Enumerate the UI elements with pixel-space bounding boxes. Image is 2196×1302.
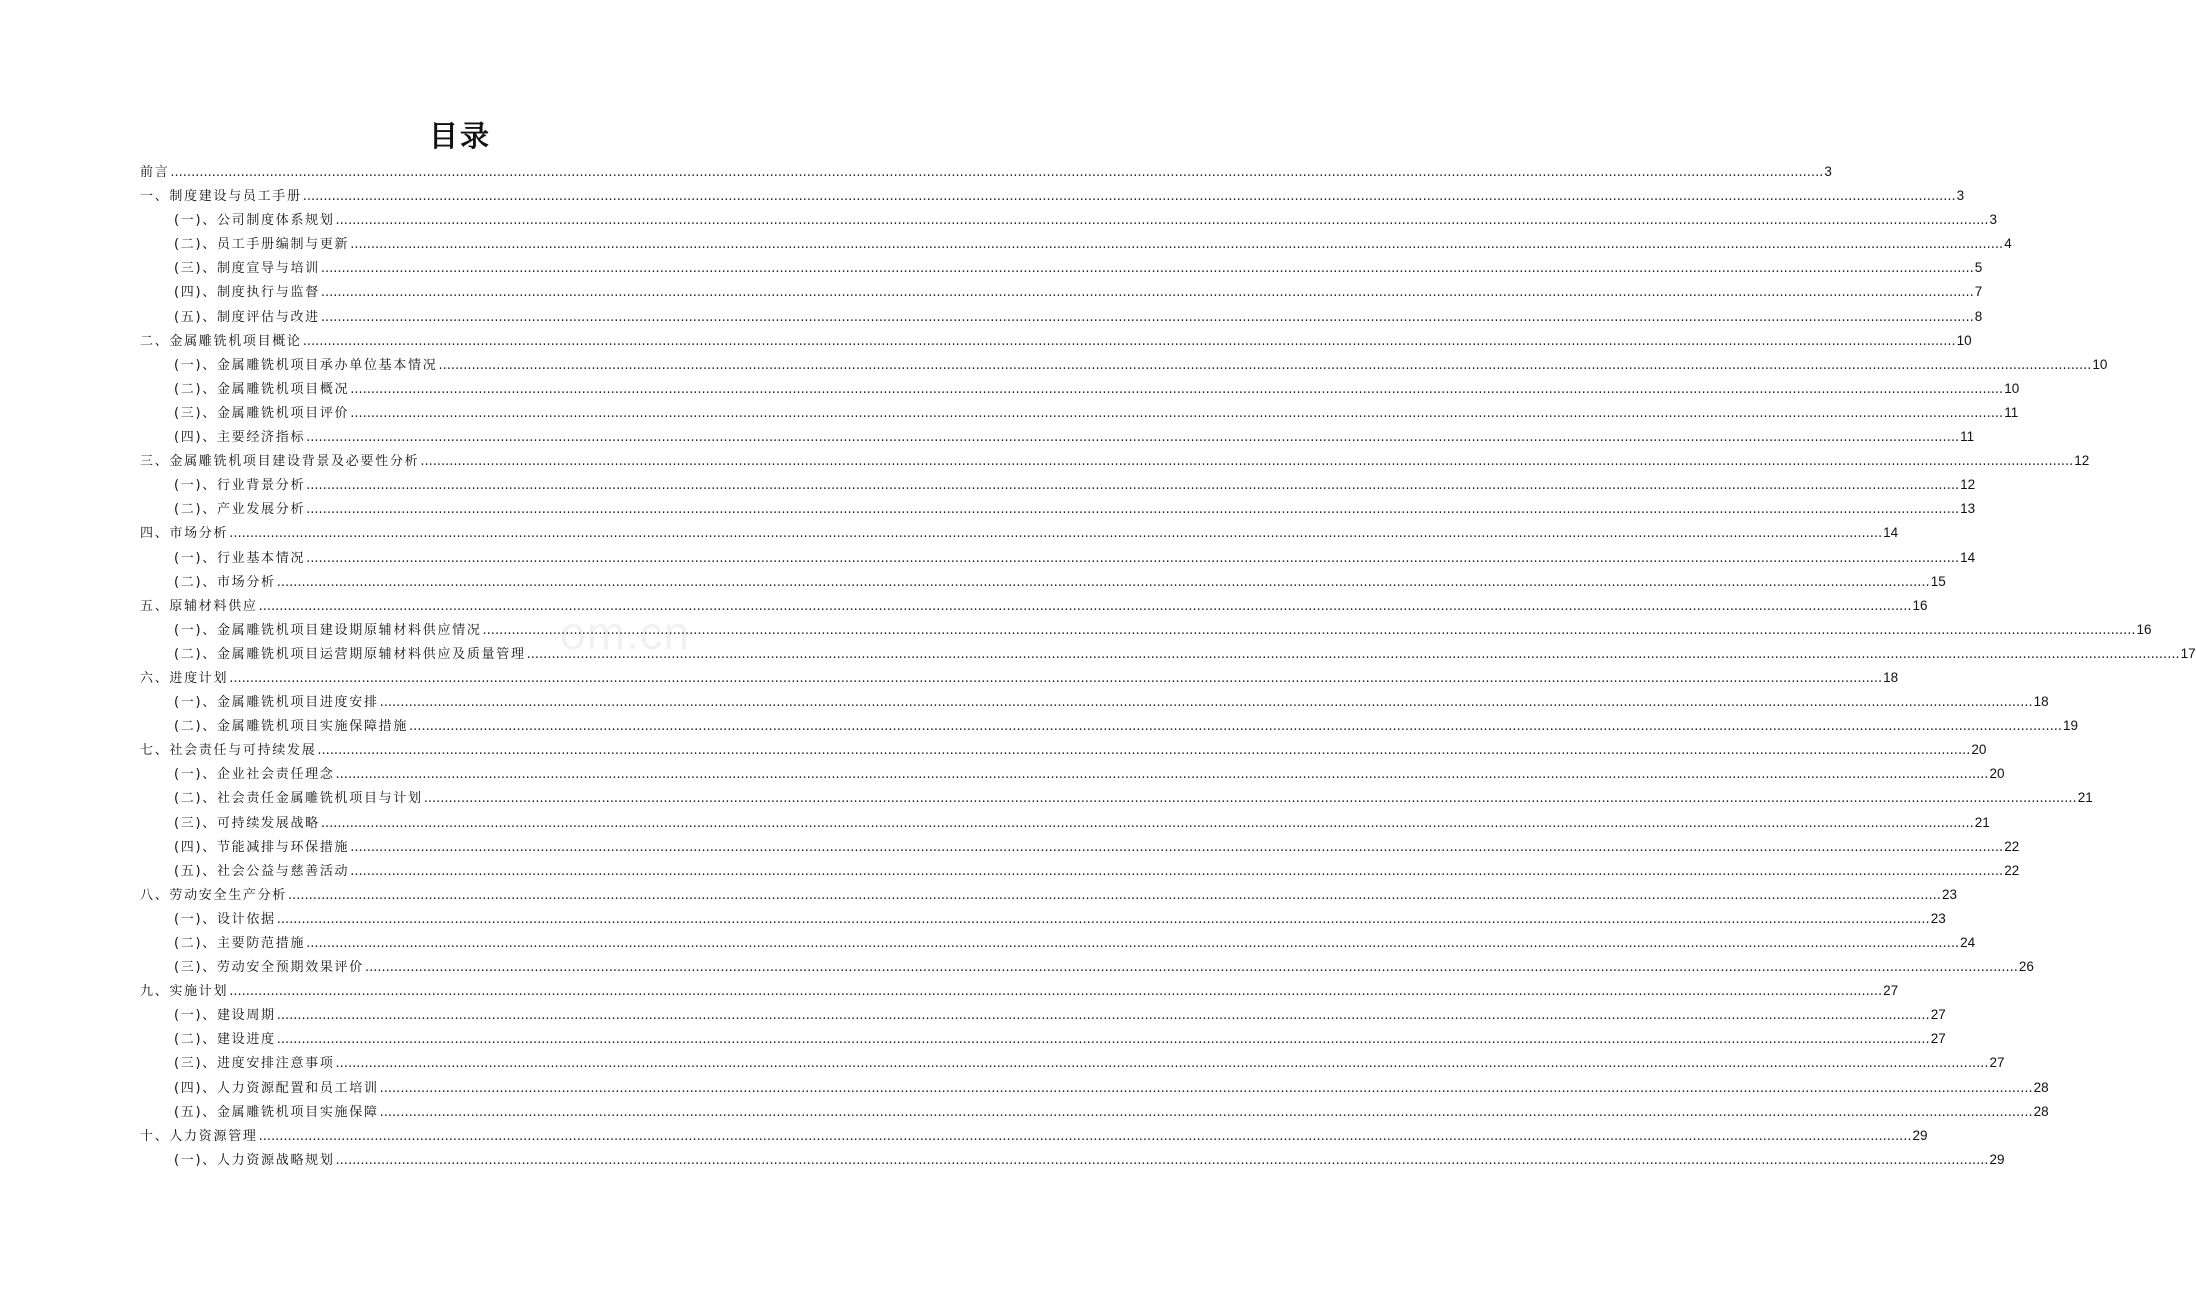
toc-dot-leader: ................................................................................................................................................................................................................................................................................................................................................................................................................: [306, 550, 1960, 566]
toc-entry-label: 六、进度计划: [140, 670, 229, 686]
toc-entry-label: 二、金属雕铣机项目概论: [140, 333, 302, 349]
toc-entry[interactable]: [140, 256, 1983, 280]
toc-entry-label: 三、金属雕铣机项目建设背景及必要性分析: [140, 454, 420, 470]
toc-entry-page-number: 27: [1989, 1055, 2005, 1071]
toc-entry-page-number: 26: [2018, 959, 2034, 975]
toc-entry-label: (一)、设计依据: [174, 911, 276, 927]
toc-dot-leader: ................................................................................................................................................................................................................................................................................................................................................................................................................: [276, 574, 1930, 590]
toc-dot-leader: ................................................................................................................................................................................................................................................................................................................................................................................................................: [320, 261, 1974, 277]
toc-entry[interactable]: [140, 546, 1976, 570]
toc-dot-leader: ................................................................................................................................................................................................................................................................................................................................................................................................................: [306, 502, 1960, 518]
toc-entry[interactable]: [140, 786, 2093, 810]
toc-dot-leader: ................................................................................................................................................................................................................................................................................................................................................................................................................: [335, 1056, 1989, 1072]
toc-entry-page-number: 29: [1912, 1127, 1928, 1143]
toc-entry-page-number: 21: [2077, 790, 2093, 806]
toc-dot-leader: ................................................................................................................................................................................................................................................................................................................................................................................................................: [350, 381, 2004, 397]
toc-entry-label: (五)、金属雕铣机项目实施保障: [174, 1104, 379, 1120]
toc-entry[interactable]: [140, 762, 2005, 786]
toc-dot-leader: ................................................................................................................................................................................................................................................................................................................................................................................................................: [320, 285, 1974, 301]
toc-entry-page-number: 4: [2004, 236, 2012, 252]
toc-entry-page-number: 16: [1912, 597, 1928, 613]
toc-entry-page-number: 22: [2004, 838, 2020, 854]
toc-entry-label: (二)、金属雕铣机项目实施保障措施: [174, 719, 409, 735]
toc-entry[interactable]: [140, 594, 1928, 618]
toc-entry-page-number: 10: [2092, 356, 2108, 372]
toc-entry-label: (一)、人力资源战略规划: [174, 1152, 335, 1168]
toc-entry[interactable]: [140, 497, 1976, 521]
toc-dot-leader: ................................................................................................................................................................................................................................................................................................................................................................................................................: [350, 237, 2004, 253]
toc-entry[interactable]: [140, 690, 2049, 714]
toc-entry-page-number: 24: [1960, 935, 1976, 950]
toc-entry[interactable]: [140, 353, 2108, 377]
toc-entry-page-number: 20: [1971, 742, 1987, 758]
toc-dot-leader: ................................................................................................................................................................................................................................................................................................................................................................................................................: [350, 839, 2004, 855]
toc-entry-page-number: 18: [2033, 694, 2049, 710]
toc-entry-page-number: 14: [1883, 525, 1899, 541]
toc-dot-leader: ................................................................................................................................................................................................................................................................................................................................................................................................................: [335, 767, 1989, 783]
toc-entry-label: (四)、制度执行与监督: [174, 285, 320, 301]
toc-entry-label: (三)、金属雕铣机项目评价: [174, 405, 350, 421]
toc-dot-leader: ................................................................................................................................................................................................................................................................................................................................................................................................................: [335, 213, 1989, 229]
toc-entry-label: (一)、公司制度体系规划: [174, 213, 335, 229]
toc-dot-leader: ................................................................................................................................................................................................................................................................................................................................................................................................................: [306, 936, 1960, 951]
toc-entry[interactable]: [140, 1027, 1946, 1051]
toc-entry[interactable]: [140, 666, 1899, 690]
toc-entry-page-number: 10: [1956, 332, 1972, 348]
toc-dot-leader: ................................................................................................................................................................................................................................................................................................................................................................................................................: [276, 911, 1930, 927]
toc-entry[interactable]: [140, 859, 2020, 883]
toc-entry[interactable]: [140, 1076, 2049, 1100]
toc-entry-page-number: 12: [2074, 453, 2090, 469]
toc-dot-leader: ................................................................................................................................................................................................................................................................................................................................................................................................................: [438, 357, 2092, 373]
toc-entry-label: (一)、建设周期: [174, 1008, 276, 1024]
toc-entry-label: (三)、制度宣导与培训: [174, 261, 320, 277]
toc-entry[interactable]: [140, 329, 1972, 353]
toc-entry-page-number: 27: [1930, 1031, 1946, 1047]
table-of-contents: [140, 160, 2196, 1172]
toc-entry-label: (一)、金属雕铣机项目承办单位基本情况: [174, 357, 438, 373]
toc-dot-leader: ................................................................................................................................................................................................................................................................................................................................................................................................................: [302, 333, 1956, 349]
toc-entry-label: 十、人力资源管理: [140, 1128, 258, 1144]
toc-entry-label: (五)、制度评估与改进: [174, 309, 320, 325]
toc-entry-page-number: 7: [1974, 284, 1983, 300]
toc-entry[interactable]: [140, 931, 1976, 955]
toc-entry-label: (四)、人力资源配置和员工培训: [174, 1080, 379, 1096]
toc-entry[interactable]: [140, 979, 1899, 1003]
toc-entry[interactable]: [140, 955, 2034, 979]
toc-entry-page-number: 3: [1956, 188, 1965, 204]
toc-entry-page-number: 20: [1989, 766, 2005, 782]
toc-entry[interactable]: [140, 570, 1946, 594]
toc-dot-leader: ................................................................................................................................................................................................................................................................................................................................................................................................................: [170, 165, 1824, 180]
toc-dot-leader: ................................................................................................................................................................................................................................................................................................................................................................................................................: [306, 478, 1960, 494]
toc-entry[interactable]: [140, 1100, 2049, 1124]
toc-dot-leader: ................................................................................................................................................................................................................................................................................................................................................................................................................: [364, 960, 2018, 976]
toc-dot-leader: ................................................................................................................................................................................................................................................................................................................................................................................................................: [320, 309, 1974, 325]
toc-entry-label: (一)、行业背景分析: [174, 478, 306, 494]
toc-dot-leader: ................................................................................................................................................................................................................................................................................................................................................................................................................: [229, 670, 1883, 686]
toc-dot-leader: ................................................................................................................................................................................................................................................................................................................................................................................................................: [423, 791, 2077, 807]
toc-entry-label: 前言: [140, 165, 170, 180]
toc-entry[interactable]: [140, 835, 2020, 859]
toc-entry-page-number: 27: [1883, 983, 1899, 999]
toc-entry-label: 四、市场分析: [140, 526, 229, 542]
toc-entry-page-number: 29: [1989, 1151, 2005, 1167]
toc-dot-leader: ................................................................................................................................................................................................................................................................................................................................................................................................................: [409, 719, 2062, 735]
toc-entry-page-number: 16: [2136, 621, 2152, 637]
toc-dot-leader: ................................................................................................................................................................................................................................................................................................................................................................................................................: [379, 695, 2033, 711]
toc-entry-page-number: 23: [1930, 910, 1946, 926]
toc-dot-leader: ................................................................................................................................................................................................................................................................................................................................................................................................................: [317, 743, 1971, 759]
toc-entry[interactable]: [140, 883, 1957, 907]
toc-entry[interactable]: [140, 184, 1965, 208]
toc-entry-label: (二)、社会责任金属雕铣机项目与计划: [174, 791, 423, 807]
toc-entry[interactable]: [140, 449, 2090, 473]
toc-entry[interactable]: [140, 1003, 1946, 1027]
toc-entry-label: (二)、员工手册编制与更新: [174, 237, 350, 253]
toc-entry-label: 一、制度建设与员工手册: [140, 189, 302, 205]
toc-entry-label: 七、社会责任与可持续发展: [140, 743, 317, 759]
toc-dot-leader: ................................................................................................................................................................................................................................................................................................................................................................................................................: [276, 1032, 1930, 1048]
toc-entry[interactable]: [140, 232, 2012, 256]
toc-entry-label: 九、实施计划: [140, 984, 229, 1000]
toc-entry-page-number: 27: [1930, 1007, 1946, 1023]
toc-entry[interactable]: [140, 401, 2019, 425]
toc-entry-label: (一)、金属雕铣机项目进度安排: [174, 695, 379, 711]
toc-entry-page-number: 14: [1960, 549, 1976, 565]
toc-entry-page-number: 11: [1960, 429, 1975, 445]
toc-entry-label: 八、劳动安全生产分析: [140, 887, 288, 903]
toc-entry-label: (二)、建设进度: [174, 1032, 276, 1048]
toc-entry-page-number: 8: [1974, 308, 1983, 324]
toc-entry[interactable]: [140, 618, 2152, 642]
toc-dot-leader: ................................................................................................................................................................................................................................................................................................................................................................................................................: [229, 526, 1883, 542]
toc-entry[interactable]: [140, 208, 1997, 232]
toc-dot-leader: ................................................................................................................................................................................................................................................................................................................................................................................................................: [482, 622, 2136, 638]
toc-entry-label: (五)、社会公益与慈善活动: [174, 863, 350, 879]
toc-dot-leader: ................................................................................................................................................................................................................................................................................................................................................................................................................: [379, 1104, 2033, 1120]
toc-entry-label: (三)、进度安排注意事项: [174, 1056, 335, 1072]
toc-entry[interactable]: [140, 811, 1990, 835]
toc-entry-page-number: 13: [1960, 501, 1976, 517]
toc-entry-page-number: 15: [1930, 573, 1946, 589]
toc-entry[interactable]: [140, 738, 1987, 762]
toc-entry[interactable]: [140, 377, 2020, 401]
toc-dot-leader: ................................................................................................................................................................................................................................................................................................................................................................................................................: [276, 1008, 1930, 1024]
toc-entry-label: (三)、可持续发展战略: [174, 815, 320, 831]
toc-entry[interactable]: [140, 1148, 2005, 1172]
toc-entry-page-number: 5: [1974, 260, 1983, 276]
watermark-text: om.cn: [560, 607, 691, 659]
page-title: 目录: [428, 119, 491, 153]
toc-entry-page-number: 11: [2004, 404, 2019, 420]
toc-entry-label: (四)、主要经济指标: [174, 430, 306, 446]
toc-entry-label: (一)、企业社会责任理念: [174, 767, 335, 783]
toc-entry-label: (一)、行业基本情况: [174, 550, 306, 566]
toc-entry-page-number: 21: [1974, 814, 1990, 830]
toc-entry-page-number: 10: [2004, 380, 2020, 396]
toc-dot-leader: ................................................................................................................................................................................................................................................................................................................................................................................................................: [258, 1128, 1912, 1144]
toc-entry-label: (一)、金属雕铣机项目建设期原辅材料供应情况: [174, 622, 482, 638]
toc-dot-leader: ................................................................................................................................................................................................................................................................................................................................................................................................................: [350, 863, 2004, 879]
toc-dot-leader: ................................................................................................................................................................................................................................................................................................................................................................................................................: [306, 430, 1960, 446]
toc-dot-leader: ................................................................................................................................................................................................................................................................................................................................................................................................................: [258, 598, 1912, 614]
toc-dot-leader: ................................................................................................................................................................................................................................................................................................................................................................................................................: [229, 984, 1883, 1000]
toc-entry[interactable]: [140, 425, 1975, 449]
toc-entry[interactable]: [140, 305, 1983, 329]
toc-entry[interactable]: [140, 907, 1946, 931]
toc-entry[interactable]: [140, 714, 2079, 738]
toc-entry-page-number: 12: [1960, 477, 1976, 493]
toc-entry[interactable]: [140, 473, 1976, 497]
toc-entry-page-number: 23: [1941, 886, 1957, 902]
toc-entry-page-number: 19: [2062, 718, 2079, 734]
toc-entry-page-number: 3: [1824, 164, 1832, 179]
toc-dot-leader: ................................................................................................................................................................................................................................................................................................................................................................................................................: [320, 815, 1974, 831]
toc-entry-page-number: 28: [2033, 1079, 2049, 1095]
toc-entry-label: (二)、金属雕铣机项目运营期原辅材料供应及质量管理: [174, 646, 526, 662]
toc-entry-label: 五、原辅材料供应: [140, 598, 258, 614]
toc-entry-label: (二)、主要防范措施: [174, 936, 306, 951]
toc-dot-leader: ................................................................................................................................................................................................................................................................................................................................................................................................................: [420, 454, 2074, 470]
toc-entry[interactable]: [140, 521, 1899, 545]
toc-dot-leader: ................................................................................................................................................................................................................................................................................................................................................................................................................: [302, 189, 1956, 205]
toc-entry-label: (二)、产业发展分析: [174, 502, 306, 518]
toc-entry-page-number: 22: [2004, 862, 2020, 878]
toc-entry-label: (二)、市场分析: [174, 574, 276, 590]
toc-entry[interactable]: [140, 642, 2196, 666]
toc-dot-leader: ................................................................................................................................................................................................................................................................................................................................................................................................................: [335, 1152, 1989, 1168]
toc-dot-leader: ................................................................................................................................................................................................................................................................................................................................................................................................................: [350, 405, 2004, 421]
toc-entry-label: (二)、金属雕铣机项目概况: [174, 381, 350, 397]
toc-entry-page-number: 18: [1883, 669, 1899, 685]
toc-dot-leader: ................................................................................................................................................................................................................................................................................................................................................................................................................: [288, 887, 1941, 903]
toc-entry-page-number: 3: [1989, 212, 1997, 228]
toc-entry[interactable]: [140, 160, 1832, 184]
toc-entry-page-number: 17: [2180, 645, 2196, 661]
toc-dot-leader: ................................................................................................................................................................................................................................................................................................................................................................................................................: [379, 1080, 2033, 1096]
toc-entry[interactable]: [140, 280, 1983, 304]
toc-entry-page-number: 28: [2033, 1103, 2049, 1119]
toc-entry[interactable]: [140, 1051, 2005, 1075]
toc-entry-label: (三)、劳动安全预期效果评价: [174, 960, 364, 976]
toc-dot-leader: ................................................................................................................................................................................................................................................................................................................................................................................................................: [526, 646, 2180, 662]
toc-entry[interactable]: [140, 1124, 1928, 1148]
toc-entry-label: (四)、节能减排与环保措施: [174, 839, 350, 855]
